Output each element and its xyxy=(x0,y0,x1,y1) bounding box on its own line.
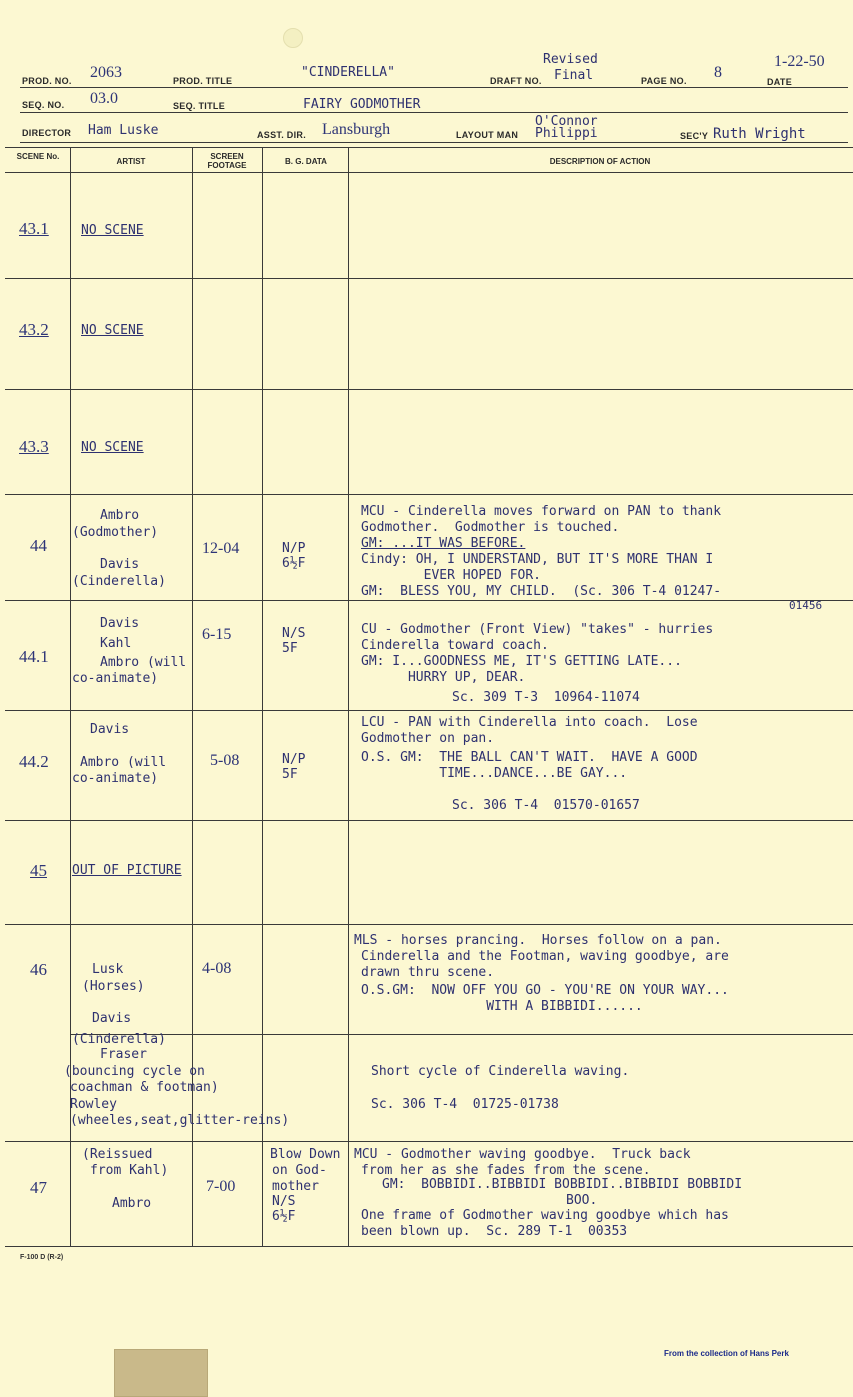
desc-44-1-line3: GM: I...GOODNESS ME, IT'S GETTING LATE... xyxy=(361,654,682,669)
scene-no-43-2: 43.2 xyxy=(19,320,49,339)
artist-44-line4: (Cinderella) xyxy=(72,574,166,589)
artist-46b-line4: coachman & footman) xyxy=(70,1080,219,1095)
artist-46b-line1: (Cinderella) xyxy=(72,1032,166,1047)
date-label: DATE xyxy=(767,77,793,87)
col-artist: ARTIST xyxy=(116,157,146,166)
artist-44-line3: Davis xyxy=(100,557,140,572)
bg-47-line5: 6½F xyxy=(272,1209,296,1224)
footage-44-1: 6-15 xyxy=(202,626,232,643)
scene-no-45: 45 xyxy=(30,861,47,880)
desc-44-line3: GM: ...IT WAS BEFORE. xyxy=(361,536,526,551)
layout-man-top: O'Connor xyxy=(535,114,598,129)
artist-47-line2: from Kahl) xyxy=(90,1163,169,1178)
footage-47: 7-00 xyxy=(206,1178,236,1195)
desc-44-2-line2: Godmother on pan. xyxy=(361,731,495,746)
desc-44-line6: GM: BLESS YOU, MY CHILD. (Sc. 306 T-4 01247- xyxy=(361,584,722,599)
col-scene-no: SCENE No. xyxy=(16,152,60,161)
artist-44-line1: Ambro xyxy=(100,508,140,523)
col-screen-footage: SCREEN FOOTAGE xyxy=(207,152,247,170)
desc-44-2-line4: TIME...DANCE...BE GAY... xyxy=(361,766,628,781)
desc-47-line4: BOO. xyxy=(566,1193,598,1208)
director-label: DIRECTOR xyxy=(22,128,72,138)
prod-no-label: PROD. NO. xyxy=(22,76,72,86)
collection-credit: From the collection of Hans Perk xyxy=(664,1349,789,1358)
artist-44-2-line1: Davis xyxy=(90,722,130,737)
desc-46-line2: Cinderella and the Footman, waving goodbye, are xyxy=(361,949,729,964)
desc-47-line6: been blown up. Sc. 289 T-1 00353 xyxy=(361,1224,628,1239)
desc-44-line1: MCU - Cinderella moves forward on PAN to thank xyxy=(361,504,722,519)
bg-47-line4: N/S xyxy=(272,1194,296,1209)
secy-value: Ruth Wright xyxy=(713,126,806,142)
seq-title-value: FAIRY GODMOTHER xyxy=(303,97,421,112)
page-no-value: 8 xyxy=(714,64,722,81)
secy-label: SEC'Y xyxy=(680,131,709,141)
artist-44-2-line3: co-animate) xyxy=(72,771,159,786)
artist-45: OUT OF PICTURE xyxy=(72,863,182,878)
layout-man-label: LAYOUT MAN xyxy=(456,130,519,140)
page-no-label: PAGE NO. xyxy=(641,76,687,86)
revised-note: Revised xyxy=(543,52,598,67)
bg-44-2-line1: N/P xyxy=(282,752,306,767)
desc-47-line2: from her as she fades from the scene. xyxy=(361,1163,651,1178)
scene-no-44-2: 44.2 xyxy=(19,752,49,771)
desc-46-line1: MLS - horses prancing. Horses follow on a pan. xyxy=(354,933,722,948)
draft-no-label: DRAFT NO. xyxy=(490,76,542,86)
artist-46-line2: (Horses) xyxy=(82,979,145,994)
desc-46-line4: O.S.GM: NOW OFF YOU GO - YOU'RE ON YOUR WAY... xyxy=(361,983,729,998)
artist-44-line2: (Godmother) xyxy=(72,525,159,540)
desc-44-line4: Cindy: OH, I UNDERSTAND, BUT IT'S MORE THAN I xyxy=(361,552,714,567)
form-number: F-100 D (R-2) xyxy=(20,1254,64,1261)
artist-44-1-line2: Kahl xyxy=(100,636,132,651)
col-bg-data: B. G. DATA xyxy=(285,157,327,166)
seq-no-label: SEQ. NO. xyxy=(22,100,65,110)
artist-46b-line2: Fraser xyxy=(100,1047,147,1062)
artist-47-line1: (Reissued xyxy=(82,1147,153,1162)
artist-44-1-line3: Ambro (will xyxy=(100,655,187,670)
artist-43-3: NO SCENE xyxy=(81,440,144,455)
desc-46-line5: WITH A BIBBIDI...... xyxy=(361,999,643,1014)
desc-47-line3: GM: BOBBIDI..BIBBIDI BOBBIDI..BIBBIDI BOBBIDI xyxy=(382,1177,743,1192)
desc-46b-line1: Short cycle of Cinderella waving. xyxy=(371,1064,630,1079)
desc-44-line5: EVER HOPED FOR. xyxy=(361,568,542,583)
scene-no-43-3: 43.3 xyxy=(19,437,49,456)
bg-47-line1: Blow Down xyxy=(270,1147,341,1162)
artist-44-1-line4: co-animate) xyxy=(72,671,159,686)
bg-44-2-line2: 5F xyxy=(282,767,298,782)
asst-dir-label: ASST. DIR. xyxy=(257,130,307,140)
desc-46b-line2: Sc. 306 T-4 01725-01738 xyxy=(371,1097,559,1112)
director-value: Ham Luske xyxy=(88,123,159,138)
artist-44-1-line1: Davis xyxy=(100,616,140,631)
artist-46b-line3: (bouncing cycle on xyxy=(64,1064,205,1079)
desc-44-2-line3: O.S. GM: THE BALL CAN'T WAIT. HAVE A GOOD xyxy=(361,750,698,765)
bg-47-line3: mother xyxy=(272,1179,319,1194)
col-description: DESCRIPTION OF ACTION xyxy=(549,157,651,166)
punch-hole xyxy=(283,28,303,48)
artist-46b-line6: (wheeles,seat,glitter-reins) xyxy=(70,1113,290,1128)
desc-44-2-line1: LCU - PAN with Cinderella into coach. Lose xyxy=(361,715,698,730)
desc-47-line5: One frame of Godmother waving goodbye which has xyxy=(361,1208,729,1223)
prod-title-value: "CINDERELLA" xyxy=(301,65,395,80)
seq-no-value: 03.0 xyxy=(90,90,118,107)
scene-no-44-1: 44.1 xyxy=(19,647,49,666)
tape-strip xyxy=(114,1349,208,1397)
artist-46-line1: Lusk xyxy=(92,962,124,977)
seq-title-label: SEQ. TITLE xyxy=(173,101,226,111)
desc-44-1-line1: CU - Godmother (Front View) "takes" - hurries xyxy=(361,622,714,637)
scene-no-44: 44 xyxy=(30,536,47,555)
bg-44-1-line1: N/S xyxy=(282,626,306,641)
desc-47-line1: MCU - Godmother waving goodbye. Truck back xyxy=(354,1147,691,1162)
desc-44-line2: Godmother. Godmother is touched. xyxy=(361,520,620,535)
artist-44-2-line2: Ambro (will xyxy=(80,755,167,770)
bg-47-line2: on God- xyxy=(272,1163,327,1178)
desc-44-line7: 01456 xyxy=(789,599,823,612)
artist-46b-line5: Rowley xyxy=(70,1097,117,1112)
asst-dir-value: Lansburgh xyxy=(322,121,391,138)
artist-47-line3: Ambro xyxy=(112,1196,152,1211)
date-value: 1-22-50 xyxy=(774,53,825,70)
desc-44-1-line5: Sc. 309 T-3 10964-11074 xyxy=(452,690,640,705)
bg-44-1-line2: 5F xyxy=(282,641,298,656)
bg-44-line2: 6½F xyxy=(282,556,306,571)
footage-44-2: 5-08 xyxy=(210,752,240,769)
layout-man-value: Philippi xyxy=(535,126,598,141)
scene-no-43-1: 43.1 xyxy=(19,219,49,238)
scene-no-47: 47 xyxy=(30,1178,47,1197)
desc-44-1-line4: HURRY UP, DEAR. xyxy=(361,670,526,685)
footage-44: 12-04 xyxy=(202,540,240,557)
desc-46-line3: drawn thru scene. xyxy=(361,965,495,980)
bg-44-line1: N/P xyxy=(282,541,306,556)
artist-43-2: NO SCENE xyxy=(81,323,144,338)
artist-46-line3: Davis xyxy=(92,1011,132,1026)
footage-46: 4-08 xyxy=(202,960,232,977)
prod-title-label: PROD. TITLE xyxy=(173,76,233,86)
prod-no-value: 2063 xyxy=(90,64,122,81)
scene-no-46: 46 xyxy=(30,960,47,979)
desc-44-1-line2: Cinderella toward coach. xyxy=(361,638,549,653)
desc-44-2-line5: Sc. 306 T-4 01570-01657 xyxy=(452,798,640,813)
draft-no-value: Final xyxy=(554,68,594,83)
artist-43-1: NO SCENE xyxy=(81,223,144,238)
